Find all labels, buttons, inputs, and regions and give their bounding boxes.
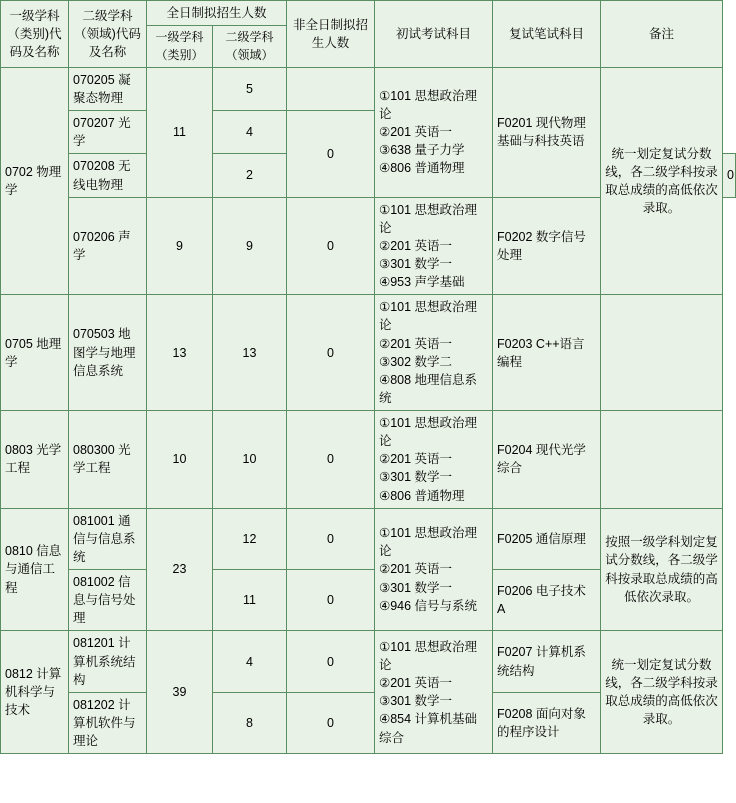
cell-sub-discipline: 070206 声学 [69, 197, 147, 295]
header-sub-discipline: 二级学科（领域)代码及名称 [69, 1, 147, 68]
cell-fulltime-first: 39 [147, 631, 213, 754]
header-exam-second: 复试笔试科目 [493, 1, 601, 68]
table-header [1, 1, 736, 68]
header-exam-first: 初试考试科目 [375, 1, 493, 68]
cell-fulltime-second: 8 [213, 692, 287, 753]
cell-exam-second: F0205 通信原理 [493, 508, 601, 569]
cell-sub-discipline: 081002 信息与信号处理 [69, 570, 147, 631]
table-row [1, 411, 736, 509]
cell-remark: 统一划定复试分数线，各二级学科按录取总成绩的高低依次录取。 [601, 631, 723, 754]
cell-exam-first: ①101 思想政治理论 ②201 英语一 ③301 数学一 ④806 普通物理 [375, 411, 493, 509]
header-parttime: 非全日制拟招生人数 [287, 1, 375, 68]
cell-parttime: 0 [287, 570, 375, 631]
cell-fulltime-second: 12 [213, 508, 287, 569]
cell-exam-first: ①101 思想政治理论 ②201 英语一 ③301 数学一 ④854 计算机基础综合 [375, 631, 493, 754]
cell-sub-discipline: 081201 计算机系统结构 [69, 631, 147, 692]
cell-fulltime-first: 11 [147, 67, 213, 197]
cell-parttime: 0 [287, 692, 375, 753]
cell-sub-discipline: 081001 通信与信息系统 [69, 508, 147, 569]
cell-fulltime-first: 23 [147, 508, 213, 631]
cell-parttime: 0 [723, 154, 736, 197]
cell-fulltime-second: 10 [213, 411, 287, 509]
cell-fulltime-second: 11 [213, 570, 287, 631]
cell-remark: 统一划定复试分数线，各二级学科按录取总成绩的高低依次录取。 [601, 67, 723, 294]
cell-fulltime-first: 13 [147, 295, 213, 411]
cell-fulltime-first: 10 [147, 411, 213, 509]
cell-parttime: 0 [287, 411, 375, 509]
cell-exam-first: ①101 思想政治理论 ②201 英语一 ③302 数学二 ④808 地理信息系统 [375, 295, 493, 411]
cell-sub-discipline: 070205 凝聚态物理 [69, 67, 147, 110]
cell-exam-second: F0208 面向对象的程序设计 [493, 692, 601, 753]
cell-sub-discipline: 080300 光学工程 [69, 411, 147, 509]
table-row [1, 631, 736, 692]
cell-discipline: 0702 物理学 [1, 67, 69, 294]
cell-fulltime-first: 9 [147, 197, 213, 295]
cell-parttime: 0 [287, 295, 375, 411]
cell-exam-second: F0207 计算机系统结构 [493, 631, 601, 692]
cell-fulltime-second: 9 [213, 197, 287, 295]
cell-sub-discipline: 070207 光学 [69, 111, 147, 154]
cell-exam-second: F0202 数字信号处理 [493, 197, 601, 295]
header-fulltime-group: 全日制拟招生人数 [147, 1, 287, 26]
header-fulltime-second: 二级学科（领域） [213, 26, 287, 68]
table-row [1, 67, 736, 110]
cell-fulltime-second: 4 [213, 631, 287, 692]
cell-discipline: 0803 光学工程 [1, 411, 69, 509]
cell-remark [601, 295, 723, 411]
table-row [1, 508, 736, 569]
cell-fulltime-second: 5 [213, 67, 287, 110]
cell-parttime [287, 67, 375, 110]
cell-discipline: 0705 地理学 [1, 295, 69, 411]
cell-sub-discipline: 070503 地图学与地理信息系统 [69, 295, 147, 411]
cell-exam-second: F0206 电子技术 A [493, 570, 601, 631]
cell-fulltime-second: 2 [213, 154, 287, 197]
cell-exam-second: F0204 现代光学综合 [493, 411, 601, 509]
cell-exam-first: ①101 思想政治理论 ②201 英语一 ③301 数学一 ④953 声学基础 [375, 197, 493, 295]
header-row-1 [1, 1, 736, 26]
cell-fulltime-second: 4 [213, 111, 287, 154]
cell-sub-discipline: 081202 计算机软件与理论 [69, 692, 147, 753]
cell-parttime: 0 [287, 197, 375, 295]
cell-sub-discipline: 070208 无线电物理 [69, 154, 147, 197]
table-row [1, 295, 736, 411]
cell-parttime: 0 [287, 508, 375, 569]
header-fulltime-first: 一级学科（类别） [147, 26, 213, 68]
header-discipline: 一级学科（类别)代码及名称 [1, 1, 69, 68]
cell-exam-first: ①101 思想政治理论 ②201 英语一 ③301 数学一 ④946 信号与系统 [375, 508, 493, 631]
cell-exam-second: F0203 C++语言编程 [493, 295, 601, 411]
cell-remark [601, 411, 723, 509]
cell-fulltime-second: 13 [213, 295, 287, 411]
cell-remark: 按照一级学科划定复试分数线，各二级学科按录取总成绩的高低依次录取。 [601, 508, 723, 631]
table-body [1, 67, 736, 753]
header-remark: 备注 [601, 1, 723, 68]
cell-exam-second: F0201 现代物理基础与科技英语 [493, 67, 601, 197]
cell-discipline: 0810 信息与通信工程 [1, 508, 69, 631]
cell-discipline: 0812 计算机科学与技术 [1, 631, 69, 754]
cell-parttime: 0 [287, 631, 375, 692]
cell-parttime: 0 [287, 111, 375, 198]
cell-exam-first: ①101 思想政治理论 ②201 英语一 ③638 量子力学 ④806 普通物理 [375, 67, 493, 197]
